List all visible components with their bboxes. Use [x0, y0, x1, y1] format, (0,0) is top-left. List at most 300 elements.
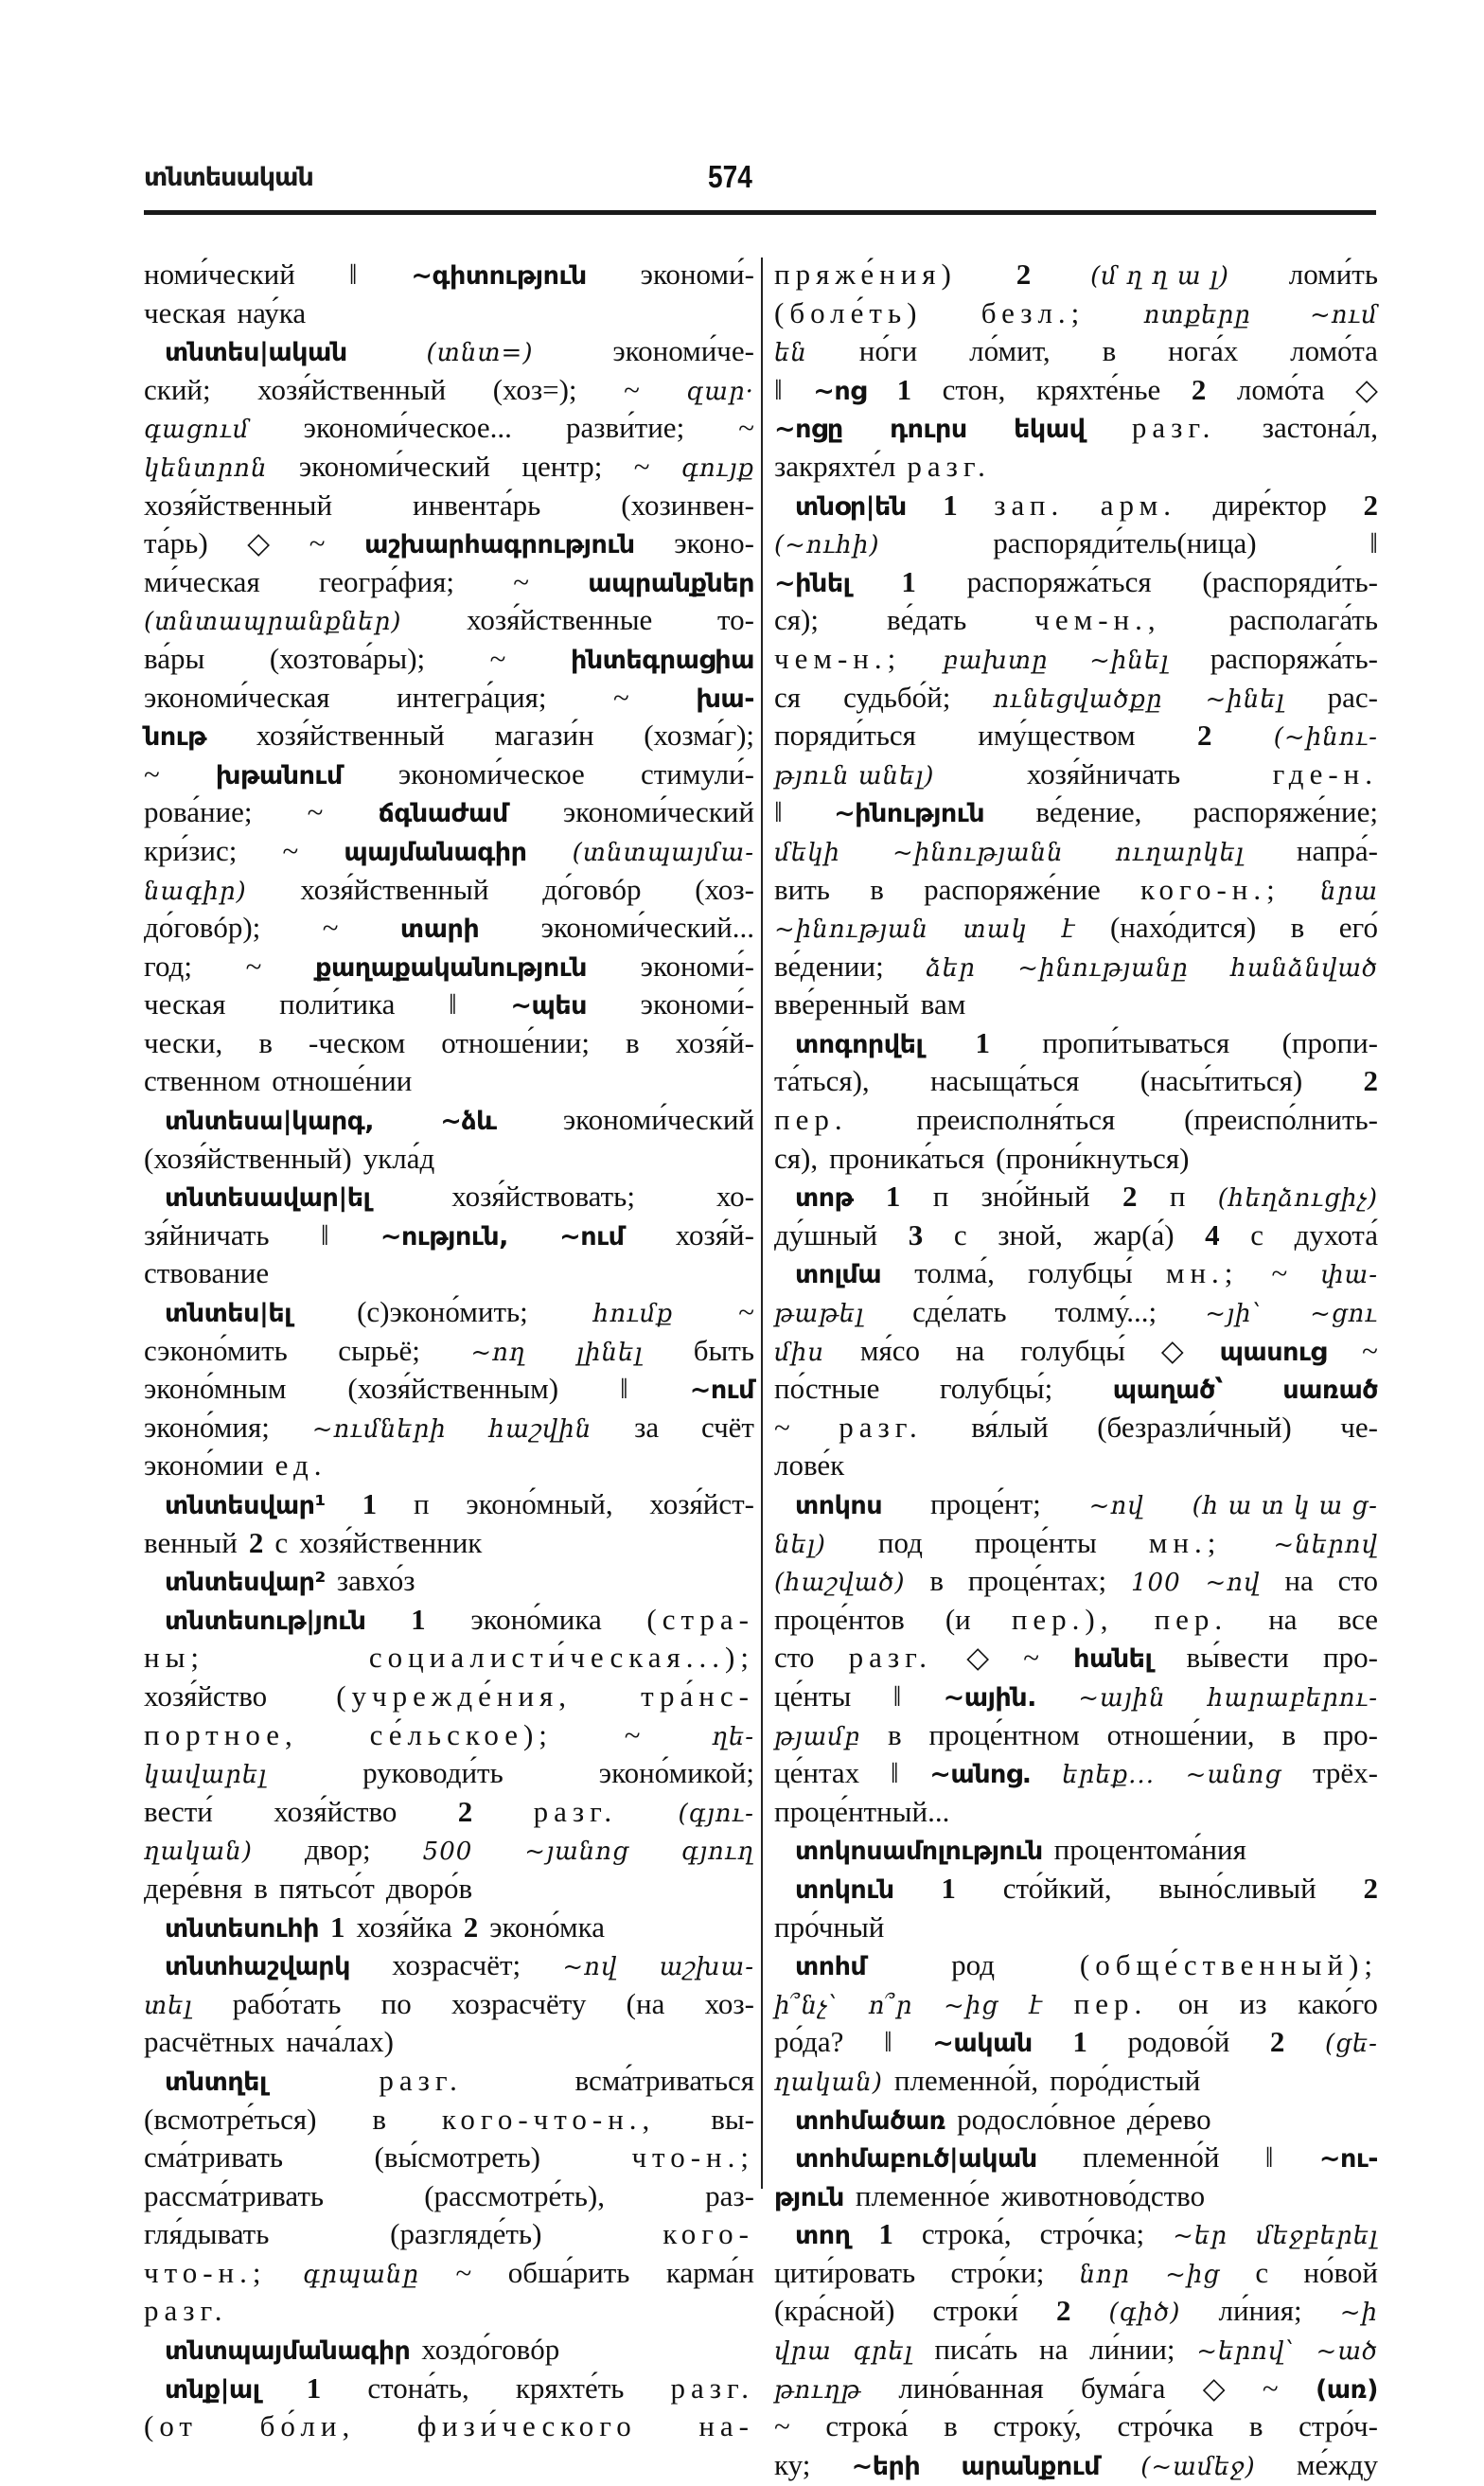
translation-text: дворо́в: [385, 1871, 473, 1905]
dictionary-line: [144, 948, 754, 986]
spaced-note: разг.: [907, 449, 991, 483]
headword: տնօր|են: [795, 491, 907, 522]
armenian-example: (~ուհի): [774, 531, 880, 560]
headword: ~ական: [932, 2029, 1033, 2059]
dictionary-line: [144, 256, 754, 294]
dictionary-line: [774, 524, 1378, 563]
armenian-example: թաթել: [774, 1300, 865, 1329]
spaced-note: разг.: [670, 2371, 754, 2405]
translation-text: ‖: [883, 2025, 892, 2059]
translation-text: распоряжа́ть-: [1210, 641, 1378, 675]
translation-text: экономи́ческий: [562, 795, 754, 829]
dictionary-line: [144, 1293, 754, 1332]
translation-text: сто́йкий,: [1002, 1871, 1112, 1905]
dictionary-line: [144, 1678, 754, 1716]
translation-text: (на: [626, 1986, 665, 2020]
dictionary-line: [774, 2177, 1378, 2216]
translation-text: 2: [248, 1525, 264, 1559]
armenian-example: (հ ա տ կ ա ց-: [1192, 1492, 1378, 1520]
dictionary-line: [774, 601, 1378, 640]
translation-text: располага́ть: [1228, 603, 1378, 637]
running-head: տնտեսական: [144, 163, 313, 192]
translation-text: (хозма́г);: [644, 719, 754, 753]
spaced-note: (от: [144, 2409, 198, 2443]
headword: ~ոցը: [774, 415, 843, 445]
dictionary-line: [774, 1985, 1378, 2024]
translation-text: отноше́нии: [272, 1064, 413, 1098]
translation-text: в: [1102, 334, 1117, 368]
spaced-note: разг.: [848, 1641, 933, 1675]
translation-text: эконо́мный,: [466, 1487, 613, 1520]
dictionary-line: [774, 1062, 1378, 1101]
translation-text: хозя́йст-: [649, 1487, 754, 1520]
dictionary-line: [774, 1447, 1378, 1485]
dictionary-line: [144, 871, 754, 910]
dictionary-line: [774, 679, 1378, 718]
translation-text: магази́н: [494, 719, 594, 753]
spaced-note: ед.: [274, 1448, 327, 1483]
armenian-example: նել): [774, 1530, 826, 1559]
dictionary-line: [144, 1024, 754, 1063]
spaced-note: кого-что-н.,: [441, 2102, 656, 2136]
translation-text: отноше́нии,: [1106, 1717, 1255, 1751]
translation-text: хозя́йственный: [257, 372, 447, 406]
translation-text: в: [1281, 1717, 1297, 1751]
dictionary-line: [144, 640, 754, 679]
spaced-note: пряже́ния): [774, 257, 957, 291]
translation-text: ве́дать: [887, 603, 967, 637]
translation-text: животново́дство: [1000, 2178, 1206, 2212]
dictionary-line: [144, 1793, 754, 1832]
headword: քաղաքականություն: [314, 952, 588, 983]
translation-text: (вы́смотреть): [374, 2140, 540, 2175]
dictionary-line: [144, 371, 754, 410]
translation-text: венный: [144, 1525, 238, 1559]
translation-text: все: [1337, 1602, 1378, 1636]
translation-text: ‖: [620, 1372, 628, 1406]
armenian-example: (գյու-: [678, 1799, 754, 1828]
translation-text: ломо́та: [1236, 372, 1325, 406]
translation-text: 1: [306, 2371, 322, 2405]
armenian-example: գյուղ: [680, 1838, 754, 1867]
translation-text: пятьсо́т: [278, 1871, 375, 1905]
translation-text: та́рь): [144, 526, 208, 560]
translation-text: духота́: [1294, 1217, 1378, 1252]
translation-text: укла́д: [362, 1141, 435, 1175]
headword: տոկոս: [795, 1491, 883, 1520]
translation-text: (всмотре́ться): [144, 2102, 317, 2136]
translation-text: вести́: [144, 1794, 213, 1828]
translation-text: экономи́че-: [612, 334, 754, 368]
headword: տոլմա: [795, 1260, 882, 1290]
translation-text: пропи́тываться: [1042, 1025, 1230, 1059]
translation-text: ~: [282, 833, 299, 867]
translation-text: до́говóр);: [144, 911, 261, 945]
headword: (առ): [1315, 2374, 1378, 2405]
translation-text: экономи́ческое: [398, 756, 585, 790]
translation-text: ◇: [1202, 2371, 1226, 2405]
translation-text: хозя́йничать: [1026, 756, 1181, 790]
armenian-example: զար·: [686, 377, 754, 406]
translation-text: 1: [329, 1909, 345, 1944]
dictionary-line: [774, 2139, 1378, 2177]
translation-text: ~: [489, 641, 506, 675]
translation-text: (преиспо́лнить-: [1184, 1103, 1378, 1137]
translation-text: в: [944, 2409, 958, 2443]
translation-text: строки́: [932, 2294, 1018, 2328]
translation-text: хозя́йственник: [299, 1525, 483, 1559]
translation-text: 2: [1055, 2294, 1071, 2328]
headword: ~ում: [559, 1221, 625, 1252]
translation-text: (рассмотре́ть),: [424, 2178, 605, 2212]
dictionary-line: [144, 909, 754, 948]
headword: տնտես|ական: [165, 338, 347, 368]
armenian-example: ~ինության: [774, 915, 929, 945]
translation-text: напра́-: [1296, 833, 1378, 867]
translation-text: толма́,: [914, 1256, 995, 1290]
translation-text: ва́ры: [144, 641, 205, 675]
translation-text: ли́нии;: [1089, 2333, 1175, 2367]
dictionary-line: [144, 1216, 754, 1255]
spaced-note: пер.),: [1011, 1602, 1114, 1636]
translation-text: ~: [245, 949, 262, 983]
armenian-example: ~ինությանը: [1017, 953, 1189, 983]
translation-text: в: [372, 2102, 386, 2136]
dictionary-line: [774, 332, 1378, 371]
translation-text: вам: [920, 987, 966, 1021]
dictionary-line: [144, 679, 754, 718]
dictionary-line: [774, 832, 1378, 871]
translation-text: 1: [1072, 2025, 1087, 2059]
translation-text: двор;: [304, 1833, 371, 1867]
armenian-example: մեկի: [774, 838, 840, 867]
translation-text: (пропи-: [1281, 1025, 1378, 1059]
dictionary-line: [144, 332, 754, 371]
spaced-note: чем-н.,: [1034, 603, 1161, 637]
armenian-example: ձեր: [926, 953, 976, 983]
translation-text: (прони́кнуться): [996, 1141, 1190, 1175]
armenian-example: նոր: [1079, 2260, 1130, 2289]
translation-text: мя́со: [859, 1333, 921, 1367]
dictionary-line: [144, 2215, 754, 2254]
translation-text: голубцы́: [1027, 1256, 1133, 1290]
armenian-example: ~ից: [944, 1991, 999, 2020]
translation-text: хоздо́говóр: [421, 2333, 560, 2367]
dictionary-line: [144, 755, 754, 794]
translation-text: эконо́мным: [144, 1372, 287, 1406]
translation-text: бума́га: [1081, 2371, 1166, 2405]
translation-text: 1: [896, 372, 912, 406]
translation-text: ~: [1362, 1333, 1378, 1367]
dictionary-line: [774, 1178, 1378, 1216]
translation-text: стимули́-: [640, 756, 754, 790]
translation-text: 2: [463, 1909, 479, 1944]
headword: տոկուն: [795, 1874, 894, 1905]
dictionary-line: [774, 294, 1378, 333]
translation-text: родово́й: [1127, 2025, 1230, 2059]
headword: տնտես|ել: [165, 1299, 292, 1329]
dictionary-line: [774, 1946, 1378, 1985]
translation-text: стро́ки;: [950, 2255, 1045, 2289]
translation-text: с: [274, 1525, 289, 1559]
translation-text: он: [1177, 1986, 1209, 2020]
translation-text: эконо́мка: [489, 1909, 605, 1944]
headword: տնտհաշվարկ: [165, 1952, 350, 1982]
translation-text: кри́зис;: [144, 833, 238, 867]
headword: տնտեսավար|ել: [165, 1183, 371, 1214]
translation-text: (нахо́дится): [1109, 911, 1257, 945]
armenian-example: միս: [774, 1338, 824, 1367]
translation-text: ~: [1271, 1256, 1288, 1290]
spaced-note: ны;: [144, 1641, 205, 1675]
armenian-example: (տնտ=): [426, 339, 534, 368]
headword: տնտղել: [165, 2067, 267, 2097]
translation-text: сде́лать: [912, 1295, 1007, 1329]
translation-text: ли́ния;: [1218, 2294, 1302, 2328]
spaced-note: кого-: [662, 2217, 754, 2251]
headword: ապրանքներ: [588, 568, 754, 598]
translation-text: 2: [1363, 488, 1378, 522]
dictionary-line: [144, 1254, 754, 1293]
dictionary-line: [144, 563, 754, 602]
translation-text: ◇: [1355, 372, 1378, 406]
translation-text: на: [1284, 1564, 1314, 1598]
translation-text: хозя́йствовать;: [451, 1180, 635, 1214]
headword: արանքում: [961, 2451, 1100, 2481]
translation-text: це́нты: [774, 1678, 852, 1713]
dictionary-line: [144, 2139, 754, 2177]
dictionary-line: [144, 2062, 754, 2101]
translation-text: быть: [693, 1333, 754, 1367]
translation-text: проце́нтах;: [967, 1564, 1107, 1598]
armenian-example: է: [1062, 915, 1076, 945]
translation-text: (кра́сной): [774, 2294, 895, 2328]
spaced-note: разг.: [1131, 411, 1216, 445]
dictionary-line: [144, 1601, 754, 1640]
armenian-example: ~ումների: [311, 1414, 447, 1444]
translation-text: (хоз=);: [492, 372, 577, 406]
translation-text: ~: [513, 564, 530, 598]
headword: տնտեսվար²: [165, 1568, 326, 1598]
armenian-example: ոտքերը: [1143, 300, 1251, 329]
armenian-example: ~ինությանն: [892, 838, 1064, 867]
translation-text: строка́,: [921, 2217, 1012, 2251]
translation-text: 2: [1363, 1871, 1378, 1905]
headword: տնտեսուհի: [165, 1913, 319, 1944]
headword: ~ձև: [440, 1107, 497, 1137]
spaced-note: (боле́ть): [774, 295, 923, 329]
translation-text: проце́нтный...: [774, 1794, 950, 1828]
dictionary-line: [774, 563, 1378, 602]
translation-text: руководи́ть: [362, 1756, 504, 1790]
armenian-example: 500: [422, 1838, 473, 1867]
armenian-example: (ցե-: [1325, 2030, 1378, 2059]
page-number: 574: [708, 159, 752, 194]
translation-text: ся);: [774, 603, 819, 637]
translation-text: распоряже́ние: [924, 872, 1101, 906]
translation-text: под: [877, 1525, 923, 1559]
armenian-example: (~ինու-: [1273, 723, 1378, 753]
dictionary-line: [774, 1409, 1378, 1447]
translation-text: ‖: [774, 372, 783, 406]
translation-text: его́: [1338, 911, 1378, 945]
translation-text: ◇: [966, 1641, 990, 1675]
armenian-example: 100: [1130, 1569, 1181, 1598]
translation-text: ческая: [144, 987, 226, 1021]
spaced-note: пер.: [1073, 1986, 1148, 2020]
translation-text: ~: [307, 795, 324, 829]
spaced-note: разг.: [379, 2063, 463, 2097]
armenian-example: հարաբերու-: [1208, 1683, 1378, 1713]
dictionary-line: [144, 2254, 754, 2293]
spaced-note: се́льское);: [369, 1717, 553, 1751]
translation-text: хозя́йственный: [256, 719, 445, 753]
dictionary-line: [774, 1909, 1378, 1947]
dictionary-line: [774, 2446, 1378, 2485]
translation-text: цити́ровать: [774, 2255, 916, 2289]
translation-text: экономи́-: [640, 987, 754, 1021]
translation-text: ‖: [449, 987, 457, 1021]
dictionary-line: [144, 832, 754, 871]
dictionary-line: [774, 948, 1378, 986]
dictionary-line: [144, 2407, 754, 2446]
armenian-example: հաշվին: [488, 1414, 592, 1444]
armenian-example: փա-: [1320, 1261, 1378, 1290]
translation-text: ~: [322, 911, 339, 945]
translation-text: разви́тие;: [565, 411, 685, 445]
translation-text: ~: [1262, 2371, 1279, 2405]
dictionary-line: [144, 1946, 754, 1985]
dictionary-line: [144, 1485, 754, 1524]
translation-text: с: [953, 1217, 967, 1252]
translation-text: толму́...;: [1054, 1295, 1157, 1329]
dictionary-line: [144, 1524, 754, 1563]
dictionary-line: [774, 2215, 1378, 2254]
translation-text: ‖: [890, 1756, 899, 1790]
translation-text: п: [932, 1180, 949, 1214]
dictionary-line: [144, 487, 754, 525]
spaced-note: безл.;: [980, 295, 1086, 329]
translation-text: счёт: [700, 1410, 754, 1444]
dictionary-line: [144, 1178, 754, 1216]
armenian-example: աշխա-: [659, 1953, 754, 1982]
headword: տնտեսա|կարգ,: [165, 1107, 374, 1137]
translation-text: поли́тика: [279, 987, 396, 1021]
armenian-example: ղական): [774, 2068, 883, 2097]
translation-text: рассма́тривать: [144, 2178, 325, 2212]
translation-text: ло́мит,: [969, 334, 1051, 368]
translation-text: ~: [774, 1410, 790, 1444]
translation-text: жар(а́): [1093, 1217, 1175, 1252]
headword: ~պես: [510, 991, 588, 1021]
spaced-note: что-н.;: [144, 2255, 267, 2289]
dictionary-line: [774, 448, 1378, 487]
armenian-example: ~անոց: [1185, 1761, 1282, 1790]
translation-text: сма́тривать: [144, 2140, 284, 2175]
translation-text: в: [254, 1871, 268, 1905]
translation-text: ве́дении;: [774, 949, 884, 983]
translation-text: геогра́фия;: [318, 564, 455, 598]
translation-text: эконо́мика: [470, 1602, 602, 1636]
translation-text: како́го: [1298, 1986, 1378, 2020]
translation-text: рас-: [1327, 680, 1378, 714]
dictionary-line: [774, 256, 1378, 294]
headword: պայմանագիր: [344, 837, 527, 867]
headword: տոգորվել: [795, 1029, 924, 1059]
spaced-note: зап.: [994, 488, 1065, 522]
translation-text: хоз-: [704, 1986, 754, 2020]
translation-text: 2: [1122, 1180, 1138, 1214]
dictionary-line: [774, 371, 1378, 410]
translation-text: преисполня́ться: [916, 1103, 1116, 1137]
translation-text: лове́к: [774, 1448, 845, 1483]
armenian-example: (~ամեջ): [1140, 2452, 1256, 2481]
spaced-note: бо́ли,: [259, 2409, 356, 2443]
dictionary-line: [144, 1562, 754, 1601]
dictionary-line: [144, 1062, 754, 1101]
translation-text: хозя́йственные: [467, 603, 653, 637]
translation-text: на: [1039, 2333, 1069, 2367]
armenian-example: հանձնված: [1230, 953, 1378, 983]
headword: սառած: [1282, 1376, 1378, 1406]
translation-text: хо-: [716, 1180, 754, 1214]
translation-text: ~: [455, 2255, 472, 2289]
translation-text: ◇: [247, 526, 271, 560]
translation-text: ломи́ть: [1288, 257, 1378, 291]
right-column: [774, 256, 1378, 2484]
spaced-note: социалисти́ческая...);: [368, 1641, 754, 1675]
headword: աշխարհագրություն: [364, 530, 635, 560]
translation-text: в: [870, 872, 884, 906]
translation-text: (распоряди́ть-: [1202, 564, 1378, 598]
headword: հանել: [1073, 1644, 1153, 1675]
armenian-example: ~ինել: [1089, 646, 1170, 675]
dictionary-line: [144, 2331, 754, 2370]
translation-text: (с)эконо́мить;: [357, 1295, 528, 1329]
dictionary-line: [144, 2023, 754, 2062]
armenian-example: մեջբերել: [1255, 2222, 1378, 2251]
translation-text: хозя́йственный: [144, 488, 333, 522]
translation-text: та́ться),: [774, 1064, 870, 1098]
translation-text: процентома́ния: [1053, 1833, 1246, 1867]
translation-text: эконо́мии: [144, 1448, 264, 1483]
translation-text: хозя́йство: [274, 1794, 398, 1828]
armenian-example: կավարել: [144, 1761, 268, 1790]
translation-text: кряхте́ть: [515, 2371, 625, 2405]
spaced-note: (учрежде́ния,: [336, 1678, 573, 1713]
translation-text: п: [413, 1487, 430, 1520]
dictionary-line: [144, 1831, 754, 1870]
translation-text: на: [1268, 1602, 1298, 1636]
translation-text: строка́: [825, 2409, 909, 2443]
armenian-example: ո՞ր: [868, 1991, 913, 2020]
armenian-example: ~ով: [1205, 1569, 1261, 1598]
translation-text: из: [1239, 1986, 1267, 2020]
translation-text: стро́чка;: [1039, 2217, 1145, 2251]
translation-text: п: [1169, 1180, 1186, 1214]
translation-text: вве́ренный: [774, 987, 910, 1021]
armenian-example: թյամբ: [774, 1722, 861, 1751]
translation-text: застона́л,: [1262, 411, 1378, 445]
dictionary-line: [144, 524, 754, 563]
translation-text: ‖: [320, 1217, 329, 1252]
headword: ~ու-: [1318, 2144, 1378, 2175]
headword: խա-: [696, 684, 754, 714]
translation-text: вы-: [711, 2102, 754, 2136]
translation-text: 1: [411, 1602, 426, 1636]
translation-text: зя́йничать: [144, 1217, 270, 1252]
translation-text: в: [626, 1025, 640, 1059]
